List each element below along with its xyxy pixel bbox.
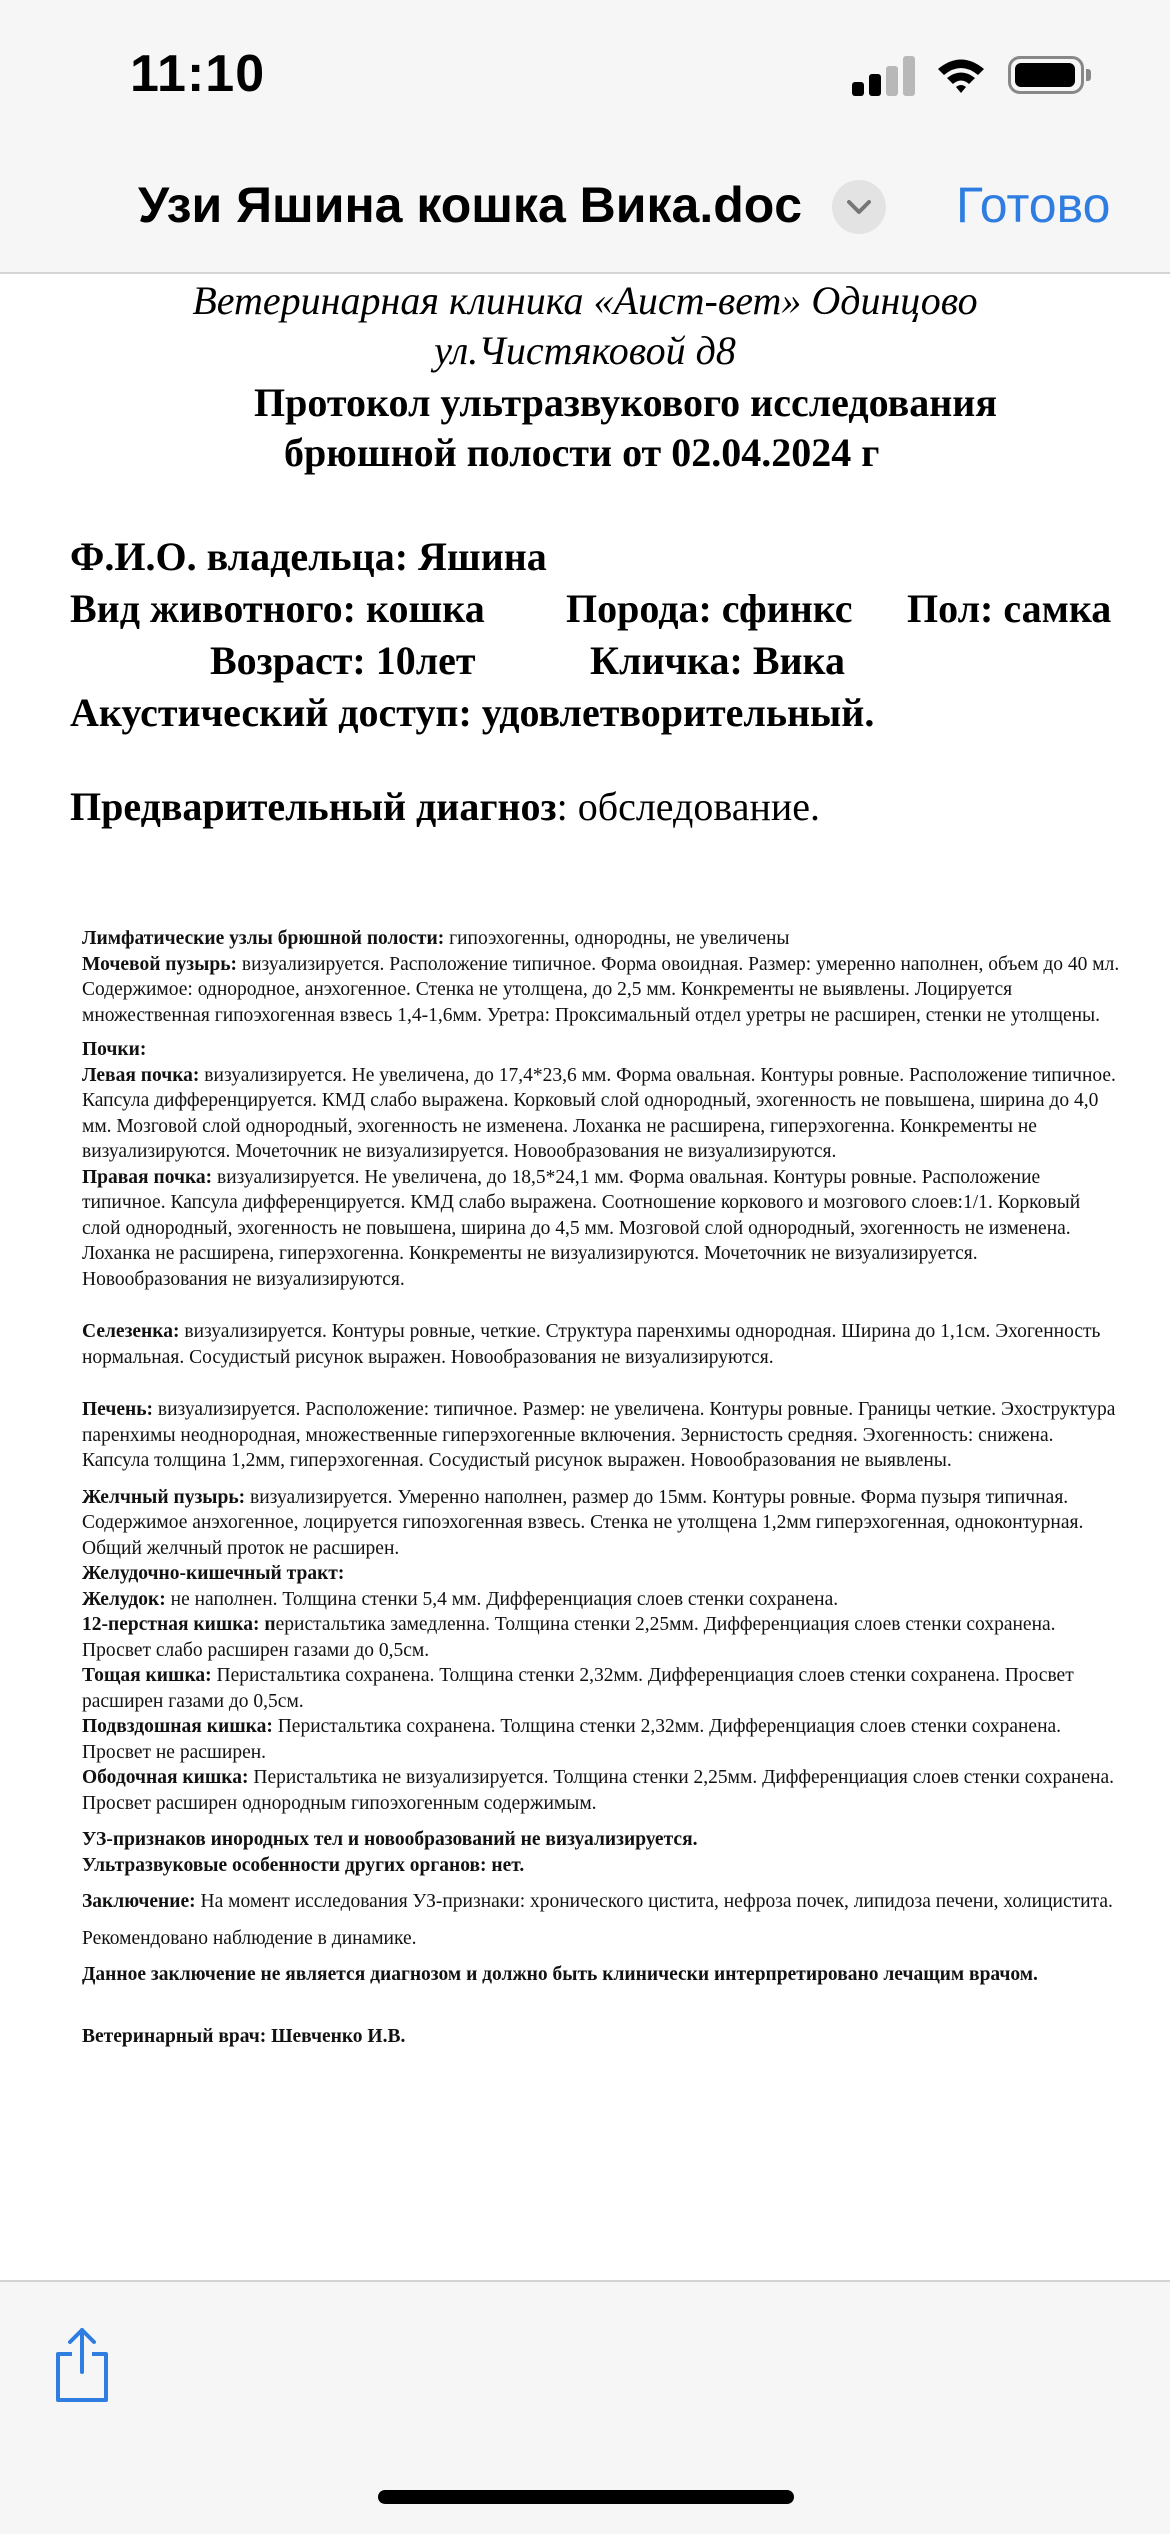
colon-paragraph: Ободочная кишка: Перистальтика не визуализируется. Толщина стенки 2,25мм. Дифференциация слоев стенки сохранена. Просвет расширен однородным гипоэхогенным содержимым. xyxy=(82,1767,1114,1814)
age: Возраст: 10лет xyxy=(210,638,476,683)
disclaimer-line: Данное заключение не является диагнозом и должно быть клинически интерпретировано лечащим врачом. xyxy=(82,1964,1038,1985)
owner-line: Ф.И.О. владельца: Яшина xyxy=(70,534,547,579)
wifi-icon xyxy=(936,56,986,96)
status-time: 11:10 xyxy=(130,45,266,103)
spleen-paragraph: Селезенка: визуализируется. Контуры ровные, четкие. Структура паренхимы однородная. Ширина до 1,1см. Эхогенность нормальная. Сосудистый рисунок выражен. Новообразования не визуализируются. xyxy=(82,1321,1101,1368)
bladder-paragraph: Мочевой пузырь: визуализируется. Расположение типичное. Форма овоидная. Размер: умеренно наполнен, объем до 40 мл. Содержимое: однородное, анэхогенное. Стенка не утолщена, до 2,5 мм. Конкременты не выявлены. Лоцируется множественная гипоэхогенная взвесь 1,4-1,6мм. Уретра: Проксимальный отдел уретры не расширен, стенки не утолщены. xyxy=(82,953,1120,1026)
protocol-title: Протокол ультразвукового исследования xyxy=(254,380,997,425)
ileum-paragraph: Подвздошная кишка: Перистальтика сохранена. Толщина стенки 2,32мм. Дифференциация слоев стенки сохранена. Просвет не расширен. xyxy=(82,1716,1062,1763)
lymph-nodes-paragraph: Лимфатические узлы брюшной полости: гипоэхогенны, однородны, не увеличены xyxy=(82,928,790,949)
chevron-down-icon[interactable] xyxy=(832,180,886,234)
pet-name: Кличка: Вика xyxy=(590,638,845,683)
clinic-address: ул.Чистяковой д8 xyxy=(434,328,736,373)
sex: Пол: самка xyxy=(907,586,1112,631)
report-body xyxy=(82,926,1122,2049)
right-kidney-paragraph: Правая почка: визуализируется. Не увеличена, до 18,5*24,1 мм. Форма овальная. Контуры ровные. Расположение типичное. Капсула дифференцируется. КМД слабо выражена. Соотношение коркового и мозгового слоев:1/1. Корковый слой однородный, эхогенность не повышена, ширина до 4,5 мм. Мозговой слой однородный, эхогенность не изменена. Лоханка не расширена, гиперэхогенна. Конкременты не визуализируются. Мочеточник не визуализируется. Новообразования не визуализируются. xyxy=(82,1166,1081,1290)
cellular-signal-icon xyxy=(852,56,916,96)
doctor-signature-line: Ветеринарный врач: Шевченко И.В. xyxy=(82,2025,406,2047)
stomach-paragraph: Желудок: не наполнен. Толщина стенки 5,4 мм. Дифференциация слоев стенки сохранена. xyxy=(82,1588,839,1610)
jejunum-paragraph: Тощая кишка: Перистальтика сохранена. Толщина стенки 2,32мм. Дифференциация слоев стенки сохранена. Просвет расширен газами до 0,5см. xyxy=(82,1665,1074,1712)
recommendation-line: Рекомендовано наблюдение в динамике. xyxy=(82,1927,417,1949)
other-organs-line: Ультразвуковые особенности других органов: нет. xyxy=(82,1854,525,1876)
animal-type: Вид животного: кошка xyxy=(70,586,485,631)
liver-paragraph: Печень: визуализируется. Расположение: типичное. Размер: не увеличена. Контуры ровные. Границы четкие. Эхоструктура паренхимы неоднородная, множественные гиперэхогенные включения. Зернистость средняя. Эхогенность: снижена. Капсула толщина 1,2мм, гиперэхогенная. Сосудистый рисунок выражен. Новообразования не выявлены. xyxy=(82,1399,1116,1471)
foreign-bodies-line: УЗ-признаков инородных тел и новообразований не визуализируется. xyxy=(82,1829,698,1850)
battery-icon xyxy=(1008,56,1084,94)
gallbladder-paragraph: Желчный пузырь: визуализируется. Умеренно наполнен, размер до 15мм. Контуры ровные. Форма пузыря типичная. Содержимое анэхогенное, лоцируется гипоэхогенная взвесь. Стенка не утолщена 1,2мм гиперэхогенная, одноконтурная. Общий желчный проток не расширен. xyxy=(82,1486,1084,1559)
share-icon[interactable] xyxy=(50,2324,114,2404)
preliminary-diagnosis: Предварительный диагноз: обследование. xyxy=(70,784,821,829)
home-indicator xyxy=(378,2490,794,2504)
duodenum-paragraph: 12-перстная кишка: перистальтика замедленна. Толщина стенки 2,25мм. Дифференциация слоев стенки сохранена. Просвет слабо расширен газами до 0,5см. xyxy=(82,1614,1056,1661)
conclusion-paragraph: Заключение: На момент исследования УЗ-признаки: хронического цистита, нефроза почек, липидоза печени, холицистита. xyxy=(82,1891,1113,1912)
acoustic-access: Акустический доступ: удовлетворительный. xyxy=(70,690,875,735)
gi-heading: Желудочно-кишечный тракт: xyxy=(82,1563,345,1584)
top-bar xyxy=(0,0,1170,274)
breed: Порода: сфинкс xyxy=(566,586,853,631)
clinic-name: Ветеринарная клиника «Аист-вет» Одинцово xyxy=(192,278,978,323)
protocol-subtitle: брюшной полости от 02.04.2024 г xyxy=(284,430,880,475)
left-kidney-paragraph: Левая почка: визуализируется. Не увеличена, до 17,4*23,6 мм. Форма овальная. Контуры ровные. Расположение типичное. Капсула дифференцируется. КМД слабо выражена. Корковый слой однородный, эхогенность не повышена, ширина до 4,0 мм. Мозговой слой однородный, эхогенность не изменена. Лоханка не расширена, гиперэхогенна. Конкременты не визуализируются. Мочеточник не визуализируется. Новообразования не визуализируются. xyxy=(82,1064,1116,1162)
document-page xyxy=(0,274,1170,2280)
done-button[interactable]: Готово xyxy=(956,177,1111,233)
kidneys-heading: Почки: xyxy=(82,1039,147,1060)
document-title: Узи Яшина кошка Вика.doc xyxy=(138,177,803,233)
